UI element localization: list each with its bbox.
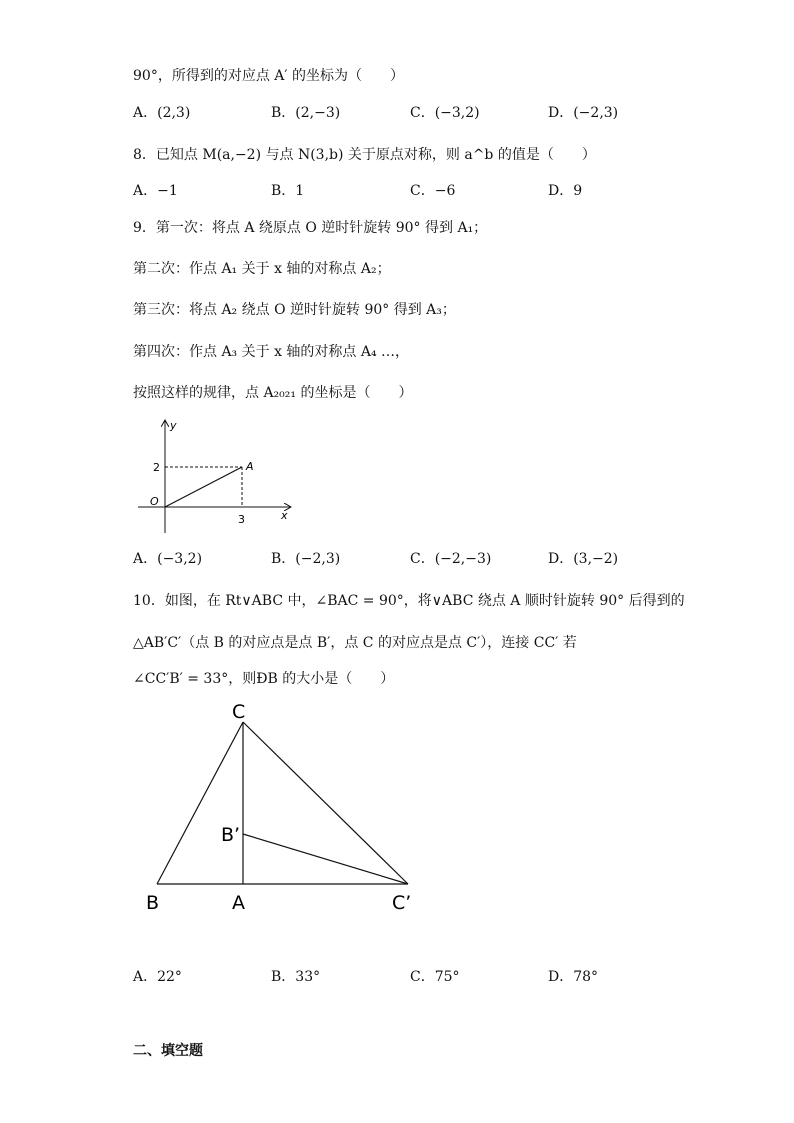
- q10-option-b: B．33°: [271, 969, 321, 985]
- q10-triangle-figure: [140, 698, 430, 918]
- q8-option-c: C．−6: [410, 183, 456, 199]
- q8-stem: 8．已知点 M(a,−2) 与点 N(3,b) 关于原点对称，则 a^b 的值是（ ）: [133, 147, 596, 163]
- q10-line3: ∠CC′B′ = 33°，则ÐB 的大小是（ ）: [133, 671, 395, 687]
- q7-option-c: C．(−3,2): [410, 105, 480, 121]
- q10-segment-bc: [157, 722, 243, 884]
- q9-step3: 第三次：将点 A₂ 绕点 O 逆时针旋转 90° 得到 A₃；: [133, 302, 456, 318]
- q10-option-a: A．22°: [133, 969, 182, 985]
- q7-option-b: B．(2,−3): [271, 105, 341, 121]
- q10-label-bprime: B’: [221, 824, 241, 846]
- q9-option-b: B．(−2,3): [271, 551, 341, 567]
- q9-step1: 9．第一次：将点 A 绕原点 O 逆时针旋转 90° 得到 A₁；: [133, 220, 488, 236]
- q9-x-tick-label: 3: [238, 513, 245, 526]
- q9-option-a: A．(−3,2): [133, 551, 203, 567]
- q7-stem: 90°，所得到的对应点 A′ 的坐标为（ ）: [133, 68, 405, 84]
- q9-y-tick-label: 2: [153, 461, 160, 474]
- q9-option-d: D．(3,−2): [548, 551, 619, 567]
- q7-option-a: A．(2,3): [133, 105, 191, 121]
- q9-y-label: y: [170, 419, 177, 432]
- q10-line2: △AB′C′（点 B 的对应点是点 B′，点 C 的对应点是点 C′），连接 CC′ 若: [133, 635, 577, 651]
- q10-option-d: D．78°: [548, 969, 599, 985]
- q10-label-a: A: [232, 892, 245, 914]
- q8-option-a: A．−1: [133, 183, 178, 199]
- q9-x-label: x: [281, 509, 288, 522]
- q10-option-c: C．75°: [410, 969, 460, 985]
- q10-line1: 10．如图，在 Rt∨ABC 中，∠BAC = 90°，将∨ABC 绕点 A 顺时针旋转 90° 后得到的: [133, 593, 685, 609]
- q9-step2: 第二次：作点 A₁ 关于 x 轴的对称点 A₂；: [133, 261, 391, 277]
- q9-coordinate-figure: [130, 415, 300, 535]
- q10-label-cprime: C’: [392, 892, 412, 914]
- q10-label-b: B: [146, 892, 160, 914]
- q8-option-b: B．1: [271, 183, 305, 199]
- q7-option-d: D．(−2,3): [548, 105, 619, 121]
- q9-question: 按照这样的规律，点 A₂₀₂₁ 的坐标是（ ）: [133, 385, 413, 401]
- section-title-fill-in: 二、填空题: [133, 1043, 203, 1059]
- q9-point-a-label: A: [246, 460, 254, 473]
- q8-option-d: D．9: [548, 183, 583, 199]
- q9-segment-oa: [165, 467, 242, 507]
- q10-label-c: C: [232, 701, 246, 723]
- q9-origin-label: O: [150, 495, 159, 508]
- q9-step4: 第四次：作点 A₃ 关于 x 轴的对称点 A₄ …，: [133, 344, 410, 360]
- q10-segment-ccprime: [243, 722, 408, 884]
- q9-option-c: C．(−2,−3): [410, 551, 492, 567]
